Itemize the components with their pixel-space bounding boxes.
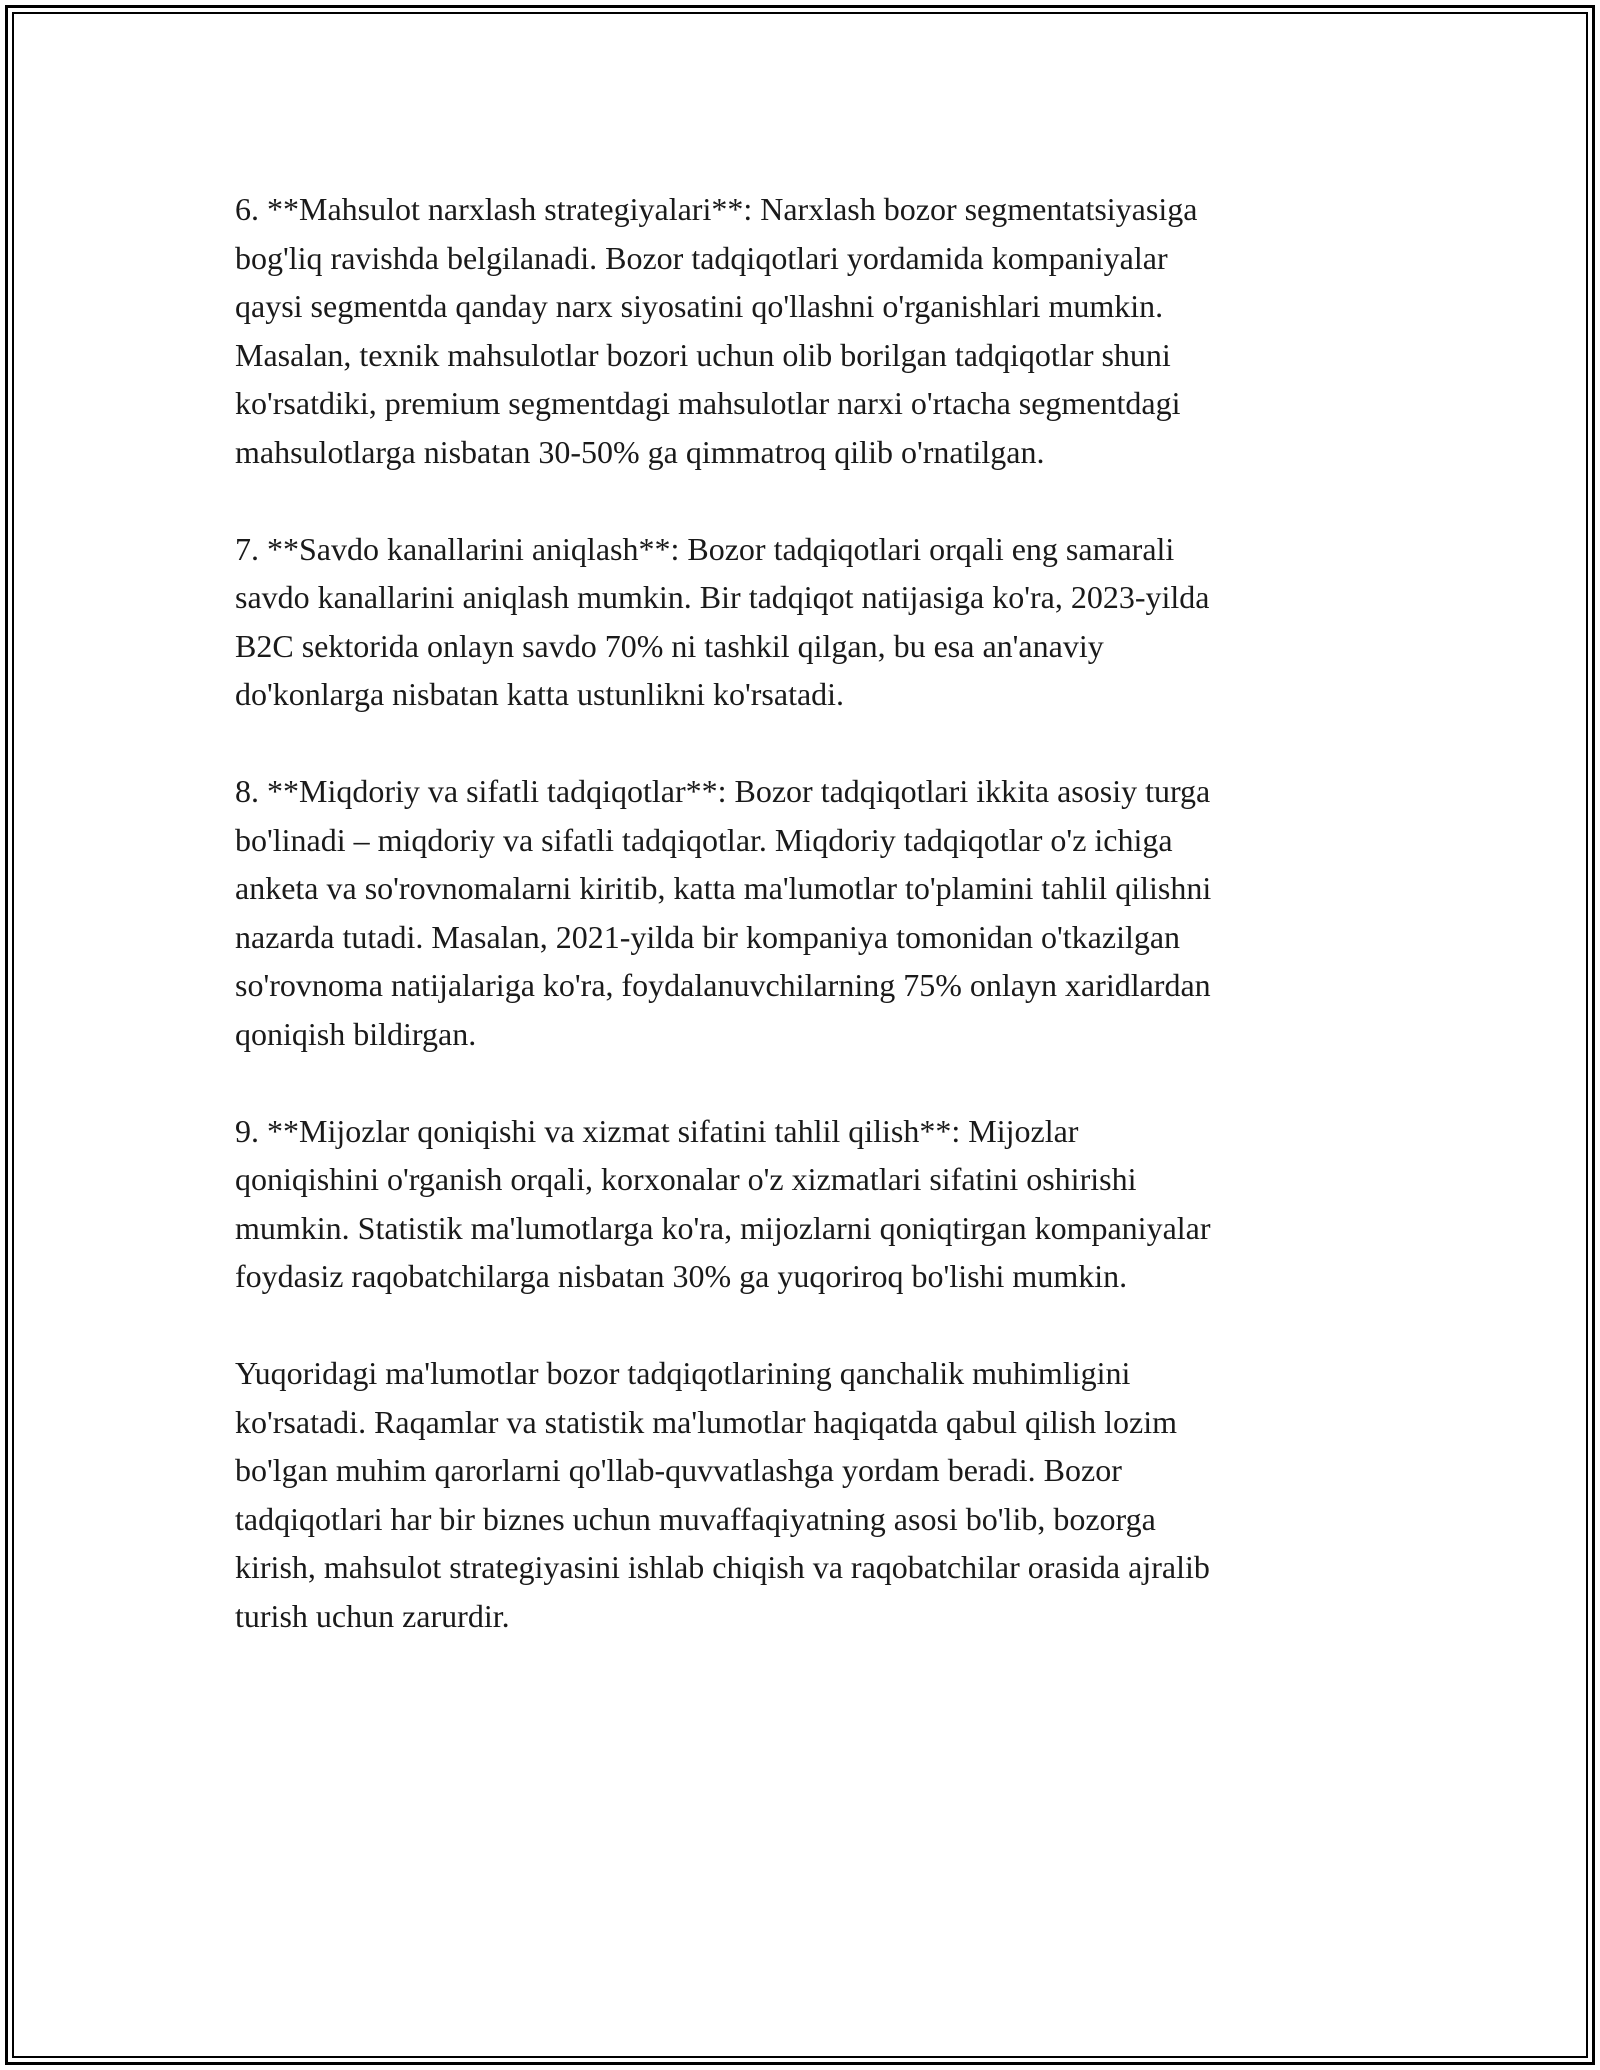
paragraph-pricing-strategies: 6. **Mahsulot narxlash strategiyalari**: Narxlash bozor segmentatsiyasiga bog'liq ravishda belgilanadi. Bozor tadqiqotlari yordamida kompaniyalar qaysi segmentda qanday narx siyosatini qo'llashni o'rganishlari mumkin. Masalan, texnik mahsulotlar bozori uchun olib borilgan tadqiqotlar shuni ko'rsatdiki, premium segmentdagi mahsulotlar narxi o'rtacha segmentdagi mahsulotlarga nisbatan 30-50% ga qimmatroq qilib o'rnatilgan. (235, 191, 1198, 470)
paragraph-sales-channels: 7. **Savdo kanallarini aniqlash**: Bozor tadqiqotlari orqali eng samarali savdo kanallarini aniqlash mumkin. Bir tadqiqot natijasiga ko'ra, 2023-yilda B2C sektorida onlayn savdo 70% ni tashkil qilgan, bu esa an'anaviy do'konlarga nisbatan katta ustunlikni ko'rsatadi. (235, 530, 1210, 712)
paragraph-quantitative-qualitative-research: 8. **Miqdoriy va sifatli tadqiqotlar**: Bozor tadqiqotlari ikkita asosiy turga bo'linadi – miqdoriy va sifatli tadqiqotlar. Miqdoriy tadqiqotlar o'z ichiga anketa va so'rovnomalarni kiritib, katta ma'lumotlar to'plamini tahlil qilishni nazarda tutadi. Masalan, 2021-yilda bir kompaniya tomonidan o'tkazilgan so'rovnoma natijalariga ko'ra, foydalanuvchilarning 75% onlayn xaridlardan qoniqish bildirgan. (235, 773, 1212, 1052)
paragraph-conclusion: Yuqoridagi ma'lumotlar bozor tadqiqotlarining qanchalik muhimligini ko'rsatadi. Raqamlar va statistik ma'lumotlar haqiqatda qabul qilish lozim bo'lgan muhim qarorlarni qo'llab-quvvatlashga yordam beradi. Bozor tadqiqotlari har bir biznes uchun muvaffaqiyatning asosi bo'lib, bozorga kirish, mahsulot strategiyasini ishlab chiqish va raqobatchilar orasida ajralib turish uchun zarurdir. (235, 1355, 1210, 1634)
paragraph-customer-satisfaction: 9. **Mijozlar qoniqishi va xizmat sifatini tahlil qilish**: Mijozlar qoniqishini o'rganish orqali, korxonalar o'z xizmatlari sifatini oshirishi mumkin. Statistik ma'lumotlarga ko'ra, mijozlarni qoniqtirgan kompaniyalar foydasiz raqobatchilarga nisbatan 30% ga yuqoriroq bo'lishi mumkin. (235, 1112, 1211, 1294)
document-body (235, 185, 1375, 1689)
